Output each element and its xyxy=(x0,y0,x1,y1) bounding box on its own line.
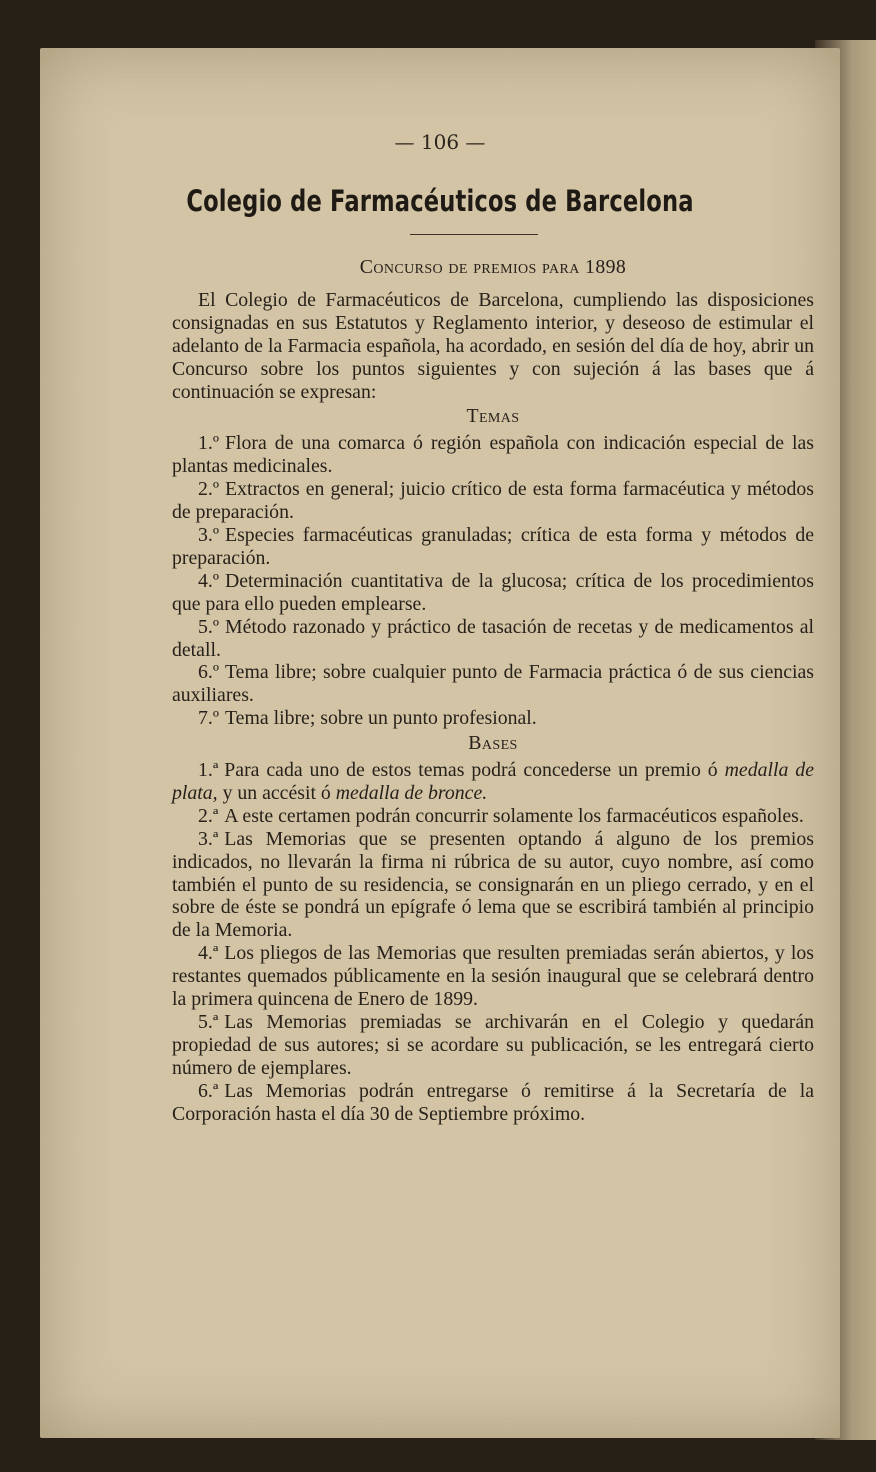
tema-item-2 xyxy=(172,478,814,524)
base-number: 5.ª xyxy=(198,1011,219,1033)
tema-text: Flora de una comarca ó región española con indicación especial de las plantas medicinales. xyxy=(172,432,814,478)
tema-text: Tema libre; sobre cualquier punto de Farmacia práctica ó de sus ciencias auxiliares. xyxy=(172,661,814,707)
base-item-4 xyxy=(172,942,814,1011)
base-text: Los pliegos de las Memorias que resulten premiadas serán abiertos, y los restantes quemados públicamente en la sesión inaugural que se celebrará dentro la primera quincena de Enero de 1899. xyxy=(172,942,814,1011)
page-number: — 106 — xyxy=(394,130,486,154)
base-number: 2.ª xyxy=(198,804,219,827)
base-emphasis: medalla de bronce. xyxy=(335,781,488,804)
base-text: Las Memorias podrán entregarse ó remitirse á la Secretaría de la Corporación hasta el día 30 de Septiembre próximo. xyxy=(172,1079,814,1125)
base-number: 6.ª xyxy=(198,1079,219,1102)
intro-paragraph: El Colegio de Farmacéuticos de Barcelona, cumpliendo las disposiciones consignadas en sus Estatutos y Reglamento interior, y deseoso de estimular el adelanto de la Farmacia española, ha acordado, en sesión del día de hoy, abrir un Concurso sobre los puntos siguientes y con sujeción á las bases que á continuación se expresan: xyxy=(172,288,814,403)
tema-number: 1.º xyxy=(198,432,219,455)
tema-item-3 xyxy=(172,524,814,570)
base-item-5 xyxy=(172,1011,814,1080)
base-emphasis: medalla de plata, xyxy=(172,759,814,804)
tema-item-6 xyxy=(172,661,814,707)
tema-number: 5.º xyxy=(198,615,219,638)
title-divider xyxy=(410,234,538,235)
bases-heading: Bases xyxy=(468,732,518,755)
tema-number: 6.º xyxy=(198,661,219,684)
temas-heading: Temas xyxy=(466,405,520,428)
temas-list xyxy=(172,432,814,730)
tema-text: Tema libre; sobre un punto profesional. xyxy=(224,707,537,730)
base-text: Las Memorias premiadas se archivarán en el Colegio y quedarán propiedad de sus autores; si se acordare su publicación, se les entregará cierto número de ejemplares. xyxy=(172,1011,814,1079)
base-text: Para cada uno de estos temas podrá concederse un premio ó xyxy=(224,759,718,782)
tema-number: 4.º xyxy=(198,569,219,592)
tema-item-4 xyxy=(172,570,814,616)
base-item-6 xyxy=(172,1080,814,1126)
base-item-2 xyxy=(172,805,814,828)
tema-number: 2.º xyxy=(198,478,219,501)
contest-subtitle: Concurso de premios para 1898 xyxy=(359,256,627,278)
base-number: 1.ª xyxy=(198,759,219,782)
base-number: 4.ª xyxy=(198,942,219,965)
tema-item-1 xyxy=(172,432,814,478)
bases-list xyxy=(172,759,814,1126)
book-page xyxy=(40,48,840,1438)
tema-text: Método razonado y práctico de tasación de recetas y de medicamentos al detall. xyxy=(172,615,814,661)
tema-text: Determinación cuantitativa de la glucosa; crítica de los procedimientos que para ello pueden emplearse. xyxy=(172,569,814,615)
base-number: 3.ª xyxy=(198,827,219,850)
tema-text: Especies farmacéuticas granuladas; crítica de esta forma y métodos de preparación. xyxy=(172,523,814,569)
tema-item-7 xyxy=(172,707,814,730)
tema-number: 7.º xyxy=(198,707,219,730)
base-item-3 xyxy=(172,828,814,943)
document-body xyxy=(172,256,814,1126)
page-title: Colegio de Farmacéuticos de Barcelona xyxy=(186,184,694,218)
base-item-1 xyxy=(172,759,814,805)
base-text: Las Memorias que se presenten optando á alguno de los premios indicados, no llevarán la firma ni rúbrica de su autor, cuyo nombre, así como también el punto de su residencia, se consignarán en un pliego cerrado, y en el sobre de éste se pondrá un epígrafe ó lema que se escribirá también al principio de la Memoria. xyxy=(172,827,814,942)
tema-number: 3.º xyxy=(198,523,219,546)
tema-text: Extractos en general; juicio crítico de esta forma farmacéutica y métodos de preparación. xyxy=(172,478,814,524)
base-text: y un accésit ó xyxy=(222,781,331,804)
tema-item-5 xyxy=(172,616,814,662)
base-text: A este certamen podrán concurrir solamente los farmacéuticos españoles. xyxy=(224,804,804,827)
